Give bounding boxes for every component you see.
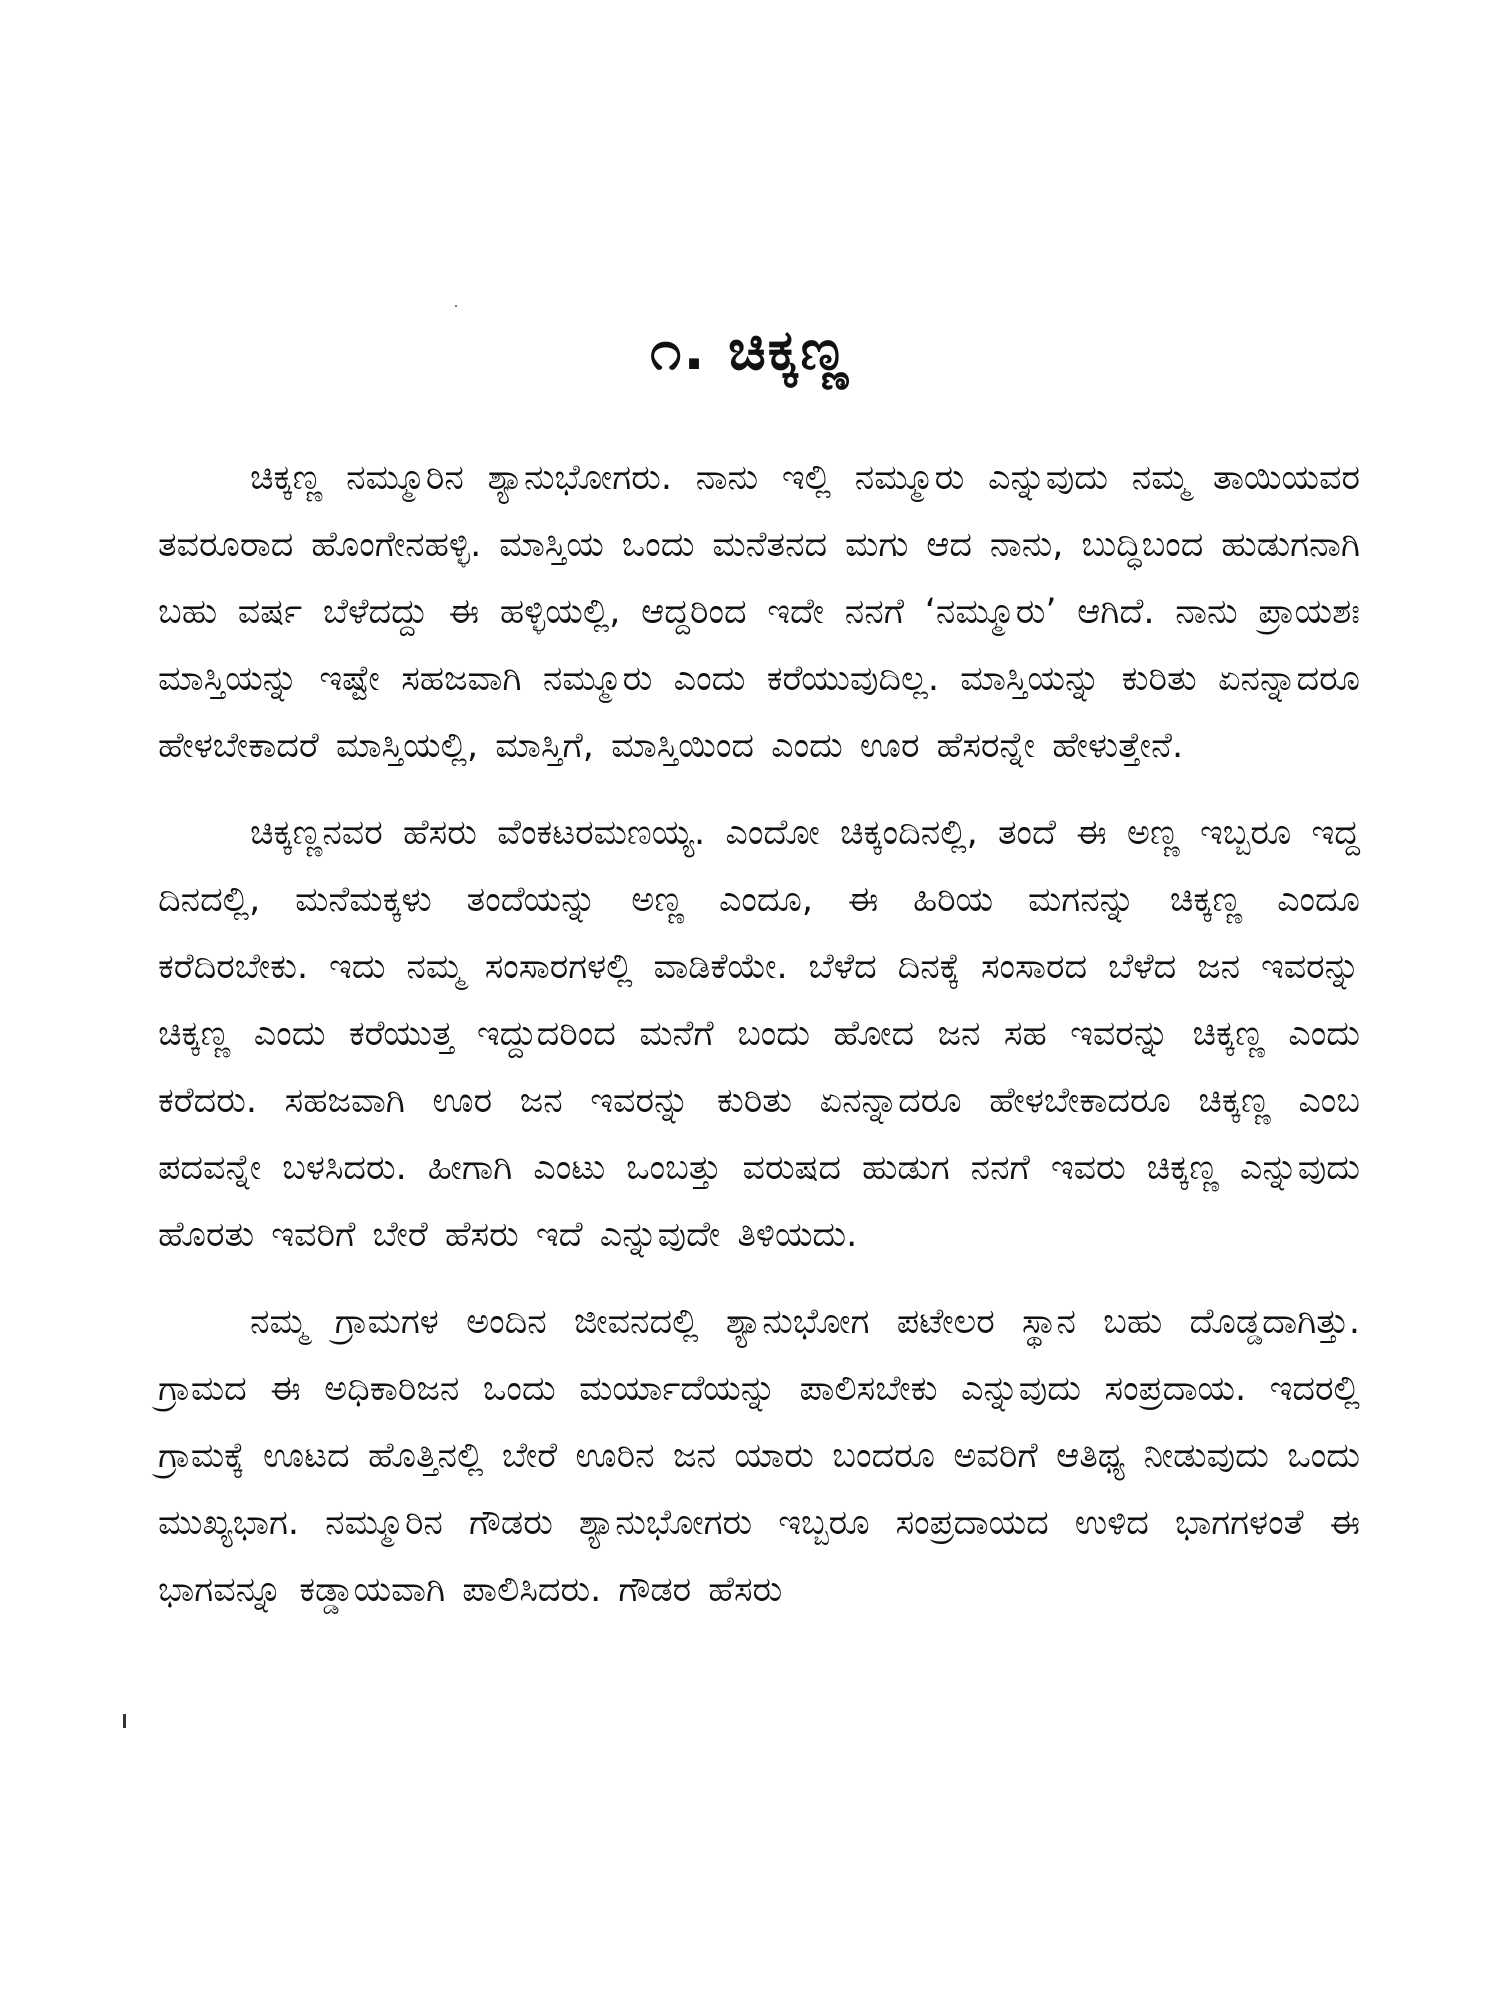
scan-mark	[123, 1714, 126, 1728]
scan-speck	[455, 305, 457, 307]
chapter-title: ೧. ಚಿಕ್ಕಣ್ಣ	[650, 318, 850, 383]
paragraph-1: ಚಿಕ್ಕಣ್ಣ ನಮ್ಮೂರಿನ ಶ್ಯಾನುಭೋಗರು. ನಾನು ಇಲ್ಲಿ ನಮ್ಮೂರು ಎನ್ನುವುದು ನಮ್ಮ ತಾಯಿಯವರ ತವರೂರಾದ ಹೊಂಗೇನಹಳ್ಳಿ. ಮಾಸ್ತಿಯ ಒಂದು ಮನೆತನದ ಮಗು ಆದ ನಾನು, ಬುದ್ಧಿಬಂದ ಹುಡುಗನಾಗಿ ಬಹು ವರ್ಷ ಬೆಳೆದದ್ದು ಈ ಹಳ್ಳಿಯಲ್ಲಿ, ಆದ್ದರಿಂದ ಇದೇ ನನಗೆ ‘ನಮ್ಮೂರು’ ಆಗಿದೆ. ನಾನು ಪ್ರಾಯಶಃ ಮಾಸ್ತಿಯನ್ನು ಇಷ್ಟೇ ಸಹಜವಾಗಿ ನಮ್ಮೂರು ಎಂದು ಕರೆಯುವುದಿಲ್ಲ. ಮಾಸ್ತಿಯನ್ನು ಕುರಿತು ಏನನ್ನಾದರೂ ಹೇಳಬೇಕಾದರೆ ಮಾಸ್ತಿಯಲ್ಲಿ, ಮಾಸ್ತಿಗೆ, ಮಾಸ್ತಿಯಿಂದ ಎಂದು ಊರ ಹೆಸರನ್ನೇ ಹೇಳುತ್ತೇನೆ.	[158, 458, 1360, 766]
paragraph-2: ಚಿಕ್ಕಣ್ಣನವರ ಹೆಸರು ವೆಂಕಟರಮಣಯ್ಯ. ಎಂದೋ ಚಿಕ್ಕಂದಿನಲ್ಲಿ, ತಂದೆ ಈ ಅಣ್ಣ ಇಬ್ಬರೂ ಇದ್ದ ದಿನದಲ್ಲಿ, ಮನೆಮಕ್ಕಳು ತಂದೆಯನ್ನು ಅಣ್ಣ ಎಂದೂ, ಈ ಹಿರಿಯ ಮಗನನ್ನು ಚಿಕ್ಕಣ್ಣ ಎಂದೂ ಕರೆದಿರಬೇಕು. ಇದು ನಮ್ಮ ಸಂಸಾರಗಳಲ್ಲಿ ವಾಡಿಕೆಯೇ. ಬೆಳೆದ ದಿನಕ್ಕೆ ಸಂಸಾರದ ಬೆಳೆದ ಜನ ಇವರನ್ನು ಚಿಕ್ಕಣ್ಣ ಎಂದು ಕರೆಯುತ್ತ ಇದ್ದುದರಿಂದ ಮನೆಗೆ ಬಂದು ಹೋದ ಜನ ಸಹ ಇವರನ್ನು ಚಿಕ್ಕಣ್ಣ ಎಂದು ಕರೆದರು. ಸಹಜವಾಗಿ ಊರ ಜನ ಇವರನ್ನು ಕುರಿತು ಏನನ್ನಾದರೂ ಹೇಳಬೇಕಾದರೂ ಚಿಕ್ಕಣ್ಣ ಎಂಬ ಪದವನ್ನೇ ಬಳಸಿದರು. ಹೀಗಾಗಿ ಎಂಟು ಒಂಬತ್ತು ವರುಷದ ಹುಡುಗ ನನಗೆ ಇವರು ಚಿಕ್ಕಣ್ಣ ಎನ್ನುವುದು ಹೊರತು ಇವರಿಗೆ ಬೇರೆ ಹೆಸರು ಇದೆ ಎನ್ನುವುದೇ ತಿಳಿಯದು.	[158, 813, 1360, 1255]
paragraph-3: ನಮ್ಮ ಗ್ರಾಮಗಳ ಅಂದಿನ ಜೀವನದಲ್ಲಿ ಶ್ಯಾನುಭೋಗ ಪಟೇಲರ ಸ್ಥಾನ ಬಹು ದೊಡ್ಡದಾಗಿತ್ತು. ಗ್ರಾಮದ ಈ ಅಧಿಕಾರಿಜನ ಒಂದು ಮರ್ಯಾದೆಯನ್ನು ಪಾಲಿಸಬೇಕು ಎನ್ನುವುದು ಸಂಪ್ರದಾಯ. ಇದರಲ್ಲಿ ಗ್ರಾಮಕ್ಕೆ ಊಟದ ಹೊತ್ತಿನಲ್ಲಿ ಬೇರೆ ಊರಿನ ಜನ ಯಾರು ಬಂದರೂ ಅವರಿಗೆ ಆತಿಥ್ಯ ನೀಡುವುದು ಒಂದು ಮುಖ್ಯಭಾಗ. ನಮ್ಮೂರಿನ ಗೌಡರು ಶ್ಯಾನುಭೋಗರು ಇಬ್ಬರೂ ಸಂಪ್ರದಾಯದ ಉಳಿದ ಭಾಗಗಳಂತೆ ಈ ಭಾಗವನ್ನೂ ಕಡ್ಡಾಯವಾಗಿ ಪಾಲಿಸಿದರು. ಗೌಡರ ಹೆಸರು	[158, 1302, 1360, 1610]
chapter-body	[158, 445, 1360, 1644]
